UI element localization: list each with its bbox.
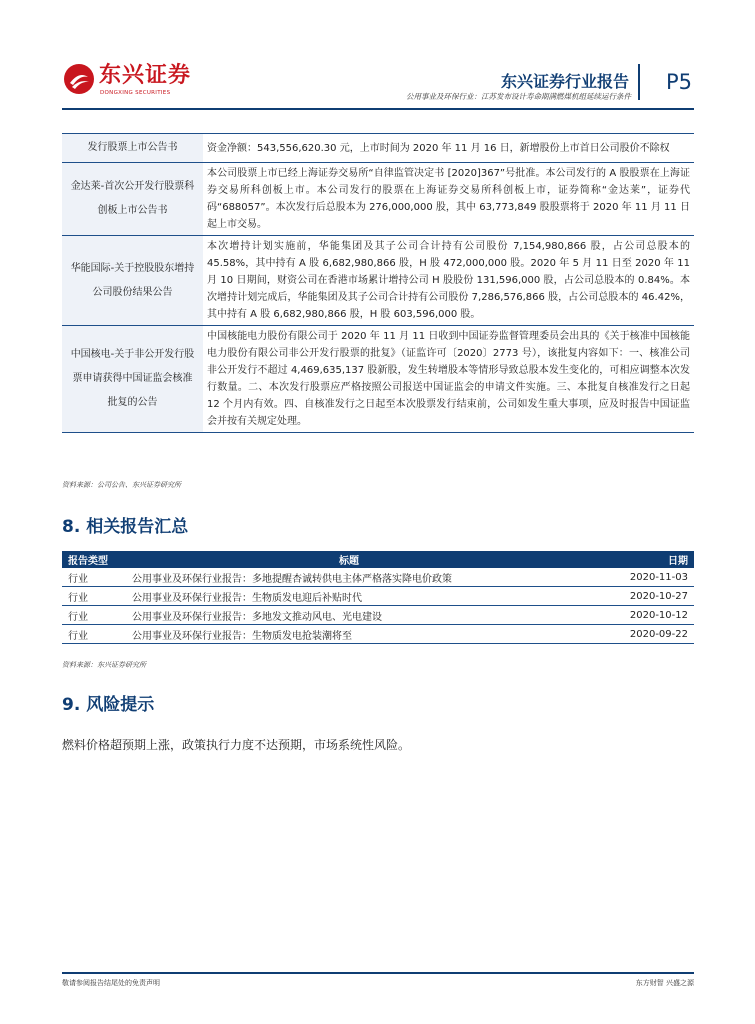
disclaimer-note: 敬请参阅报告结尾处的免责声明: [62, 979, 160, 987]
announcement-content: 中国核能电力股份有限公司于 2020 年 11 月 11 日收到中国证券监督管理委员会出具的《关于核准中国核能电力股份有限公司非公开发行股票的批复》（证监许可〔2020〕2773 号），该批复内容如下：一、核准公司非公开发行不超过 4,469,635,137 股新股，发生转增股本等情形导致总股本发生变化的，可相应调整本次发行数量。二、本次发行股票应严格按照公司报送中国证监会的申请文件实施。三、本批复自核准发行之日起 12 个月内有效。四、自核准发行之日起至本次股票发行结束前，公司如发生重大事项，应及时报告中国证监会并按有关规定处理。: [203, 326, 694, 433]
table-row: [62, 568, 694, 587]
table-row: [62, 326, 694, 433]
announcement-content: 本公司股票上市已经上海证券交易所“自律监管决定书 [2020]367”号批准。本公司发行的 A 股股票在上海证券交易所科创板上市。本公司发行的股票在上海证券交易所科创板上市，证券简称“金达莱”，证券代码“688057”。本次发行后总股本为 276,000,000 股，其中 63,773,849 股股票将于 2020 年 11 月 11 日起上市交易。: [203, 163, 694, 236]
brand-name: 东兴证券: [99, 63, 192, 88]
announcement-content: 本次增持计划实施前，华能集团及其子公司合计持有公司股份 7,154,980,866 股，占公司总股本的 45.58%，其中持有 A 股 6,682,980,866 股，H 股 472,000,000 股。2020 年 5 月 11 日至 2020 年 11 月 10 日期间，财资公司在香港市场累计增持公司 H 股股份 131,596,000 股，占公司总股本的 0.84%。本次增持计划完成后，华能集团及其子公司合计持有公司股份 7,286,576,866 股，占公司总股本的 46.42%，其中持有 A 股 6,682,980,866 股，H 股 603,596,000 股。: [203, 236, 694, 326]
header-title: 标题: [126, 551, 572, 568]
header-date: 日期: [572, 551, 694, 568]
announcement-table: [62, 133, 694, 433]
related-reports-table: [62, 551, 694, 644]
report-type: 行业: [62, 606, 126, 625]
source-note: 资料来源：公司公告、东兴证券研究所: [62, 481, 181, 489]
header-divider: [638, 64, 640, 100]
source-note: 资料来源：东兴证券研究所: [62, 661, 146, 669]
announcement-name: 华能国际-关于控股股东增持公司股份结果公告: [62, 236, 203, 326]
page-number: P5: [666, 70, 693, 94]
table-header-row: [62, 551, 694, 568]
table-row: [62, 134, 694, 163]
announcement-name: 发行股票上市公告书: [62, 134, 203, 163]
report-title-cell[interactable]: 公用事业及环保行业报告：生物质发电抢装潮将至: [126, 625, 572, 644]
section-title-reports: 8. 相关报告汇总: [62, 517, 189, 537]
report-date: 2020-10-27: [572, 587, 694, 606]
table-row: [62, 236, 694, 326]
table-row: [62, 606, 694, 625]
announcement-name: 金达莱-首次公开发行股票科创板上市公告书: [62, 163, 203, 236]
report-subtitle: 公用事业及环保行业：江苏发布设计寿命期满燃煤机组延续运行条件: [406, 92, 631, 101]
report-date: 2020-09-22: [572, 625, 694, 644]
report-type: 行业: [62, 587, 126, 606]
report-date: 2020-11-03: [572, 568, 694, 587]
report-type: 行业: [62, 568, 126, 587]
report-title-cell[interactable]: 公用事业及环保行业报告：生物质发电迎后补贴时代: [126, 587, 572, 606]
risk-text: 燃料价格超预期上涨，政策执行力度不达预期，市场系统性风险。: [62, 738, 411, 752]
report-title-cell[interactable]: 公用事业及环保行业报告：多地提醒杏诚转供电主体严格落实降电价政策: [126, 568, 572, 587]
footer-rule: [62, 972, 694, 974]
announcement-content: 资金净额：543,556,620.30 元，上市时间为 2020 年 11 月 16 日，新增股份上市首日公司股价不除权: [203, 134, 694, 163]
footer-slogan: 东方财智 兴盛之源: [635, 979, 694, 987]
report-date: 2020-10-12: [572, 606, 694, 625]
section-title-risk: 9. 风险提示: [62, 695, 155, 715]
header-rule: [62, 108, 694, 110]
header-type: 报告类型: [62, 551, 126, 568]
table-row: [62, 587, 694, 606]
brand-logo-icon: [64, 64, 94, 94]
table-row: [62, 163, 694, 236]
report-type: 行业: [62, 625, 126, 644]
brand-name-en: DONGXING SECURITIES: [100, 90, 171, 96]
report-title: 东兴证券行业报告: [500, 72, 629, 91]
report-title-cell[interactable]: 公用事业及环保行业报告：多地发文推动风电、光电建设: [126, 606, 572, 625]
table-row: [62, 625, 694, 644]
announcement-name: 中国核电-关于非公开发行股票申请获得中国证监会核准批复的公告: [62, 326, 203, 433]
